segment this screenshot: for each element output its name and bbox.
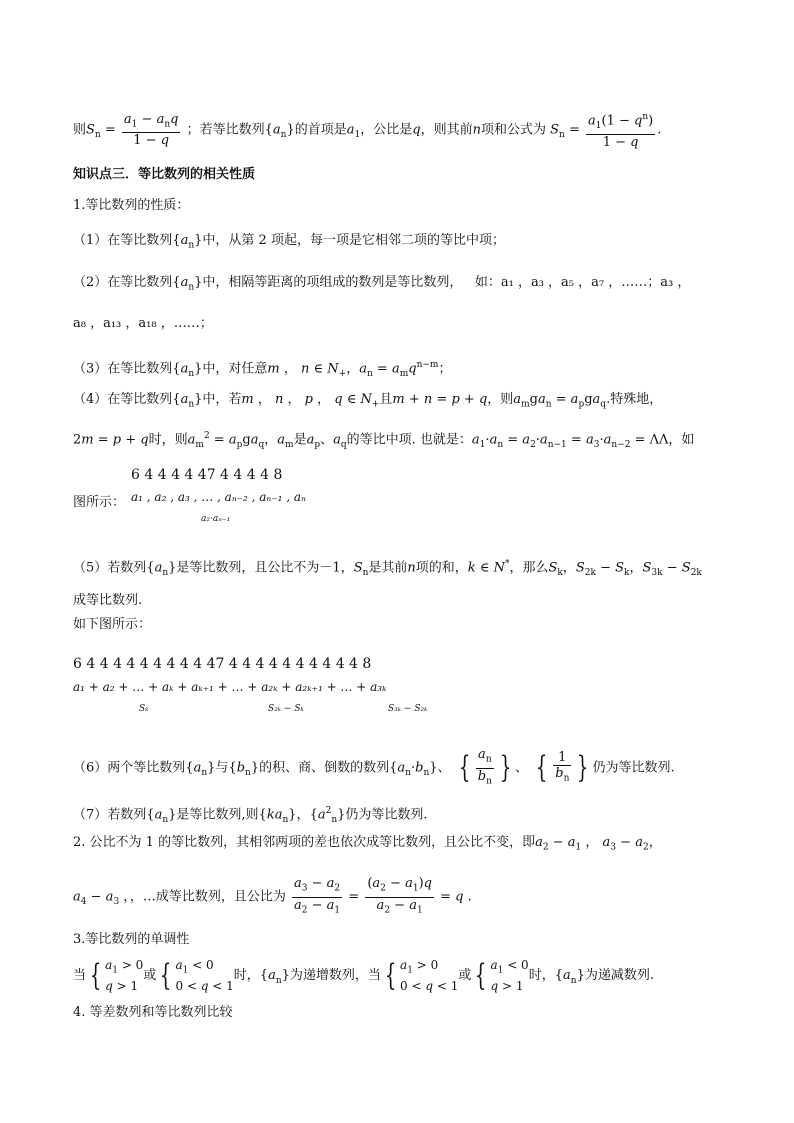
fraction: $\frac{a_n}{b_n}$ [477,747,492,787]
fraction: $\frac{a_1(1 - q^n)}{1 - q}$ [588,112,654,150]
subsection-title: 1.等比数列的性质： [73,198,190,213]
fraction: $\frac{a_1 - a_nq}{1 - q}$ [123,111,179,149]
property-3: （3）在等比数列$\{a_n\}$中，对任意m ， n ∈ $N_+$，$a_n = a_mq^{n-m}$； [73,360,452,379]
section-heading: 知识点三．等比数列的相关性质 [73,167,256,182]
figure-2-label-1: Sₖ [139,704,149,714]
figure-2-brace: 6 4 4 4 4 4 4 4 4 4 47 4 4 4 4 4 4 4 4 4 4 8 [73,656,372,672]
figure-1-label: a₂·aₙ₋₁ [201,514,231,524]
figure-2-label-3: S₃ₖ − S₂ₖ [388,704,428,714]
fraction: $\frac{1}{b_n}$ [555,749,570,784]
property-1: （1）在等比数列$\{a_n\}$中，从第 2 项起，每一项是它相邻二项的等比中项； [73,233,505,251]
property-2: （2）在等比数列$\{a_n\}$中，相隔等距离的项组成的数列是等比数列， 如：a₁ ，a₃ ，a₅ ，a₇ ，……；a₃ ， [73,275,691,293]
section-2-cont: $a_4 - a_3$ ，，…成等比数列，且公比为 $\frac{a_3 - a_2}{a_2 - a_1}$ = $\frac{(a_2 - a_1)q}{a_2 - a_1}$ = q . [73,876,472,918]
figure-1-sequence: a₁ , a₂ , a₃ , … , aₙ₋₂ , aₙ₋₁ , aₙ [131,490,306,504]
fraction: $\frac{(a_2 - a_1)q}{a_2 - a_1}$ [367,876,432,916]
property-4: （4）在等比数列$\{a_n\}$中，若m ， n ， p ， q ∈ $N_+$且m + n = p + q，则$a_mga_n = a_pga_q$.特殊地， [73,392,663,410]
figure-2-caption: 如下图所示： [73,617,152,632]
property-4-cont: 2m = p + q时，则$a_m^2 = a_pga_q$，$a_m$是$a_p$、$a_q$的等比中项. 也就是：$a_1\cdot a_n = a_2\cdot a_{n-1} = a_3\cdot a_{n-2} = \Lambda\Lambda$，如 [73,431,695,450]
section-4-title: 4. 等差数列和等比数列比较 [73,1005,233,1020]
section-3-title: 3.等比数列的单调性 [73,932,190,947]
property-5-cont: 成等比数列. [73,593,143,608]
property-6: （6）两个等比数列$\{a_n\}$与$\{b_n\}$的积、商、倒数的数列$\{a_n\cdot b_n\}$、 { $\frac{a_n}{b_n}$ } 、 { $\frac{1}{b_n}$ } 仍为等比数列. [73,747,675,789]
figure-2-label-2: S₂ₖ − Sₖ [268,704,304,714]
monotonicity-conditions: 当 { $a_1 > 0$ q > 1或 { $a_1 < 0$ 0 < q < 1时，$\{a_n\}$为递增数列，当 { $a_1 > 0$ 0 < q < 1或 { $a_1 < 0$ q > 1时，$\{a_n\}$为递减数列. [73,957,654,994]
property-2-cont: a₈ ，a₁₃ ，a₁₈ ，……； [73,316,213,331]
figure-2-sequence: a₁ + a₂ + … + aₖ + aₖ₊₁ + … + a₂ₖ + a₂ₖ₊₁ + … + a₃ₖ [73,680,387,694]
section-2: 2. 公比不为 1 的等比数列，其相邻两项的差也依次成等比数列，且公比不变，即$a_2 - a_1$ ， $a_3 - a_2$， [73,835,662,853]
figure-1-brace: 6 4 4 4 4 47 4 4 4 4 8 [131,467,283,483]
sum-formula-line: 则$S_n$ = $\frac{a_1 - a_nq}{1 - q}$ ；若等比数列$\{a_n\}$的首项是$a_1$，公比是q，则其前n项和公式为 $S_n$ = $\frac{a_1(1 - q^n)}{1 - q}$ . [73,111,662,150]
fraction: $\frac{a_3 - a_2}{a_2 - a_1}$ [293,876,341,916]
figure-1-caption: 图所示： [73,495,126,510]
property-7: （7）若数列$\{a_n\}$是等比数列,则$\{ka_n\}$，$\{a^2_n\}$仍为等比数列. [73,806,428,825]
property-5: （5）若数列$\{a_n\}$是等比数列，且公比不为－1，$S_n$是其前n项的和，k ∈ N*，那么$S_k$，$S_{2k} - S_k$，$S_{3k} - S_{2k}$ [73,559,702,578]
